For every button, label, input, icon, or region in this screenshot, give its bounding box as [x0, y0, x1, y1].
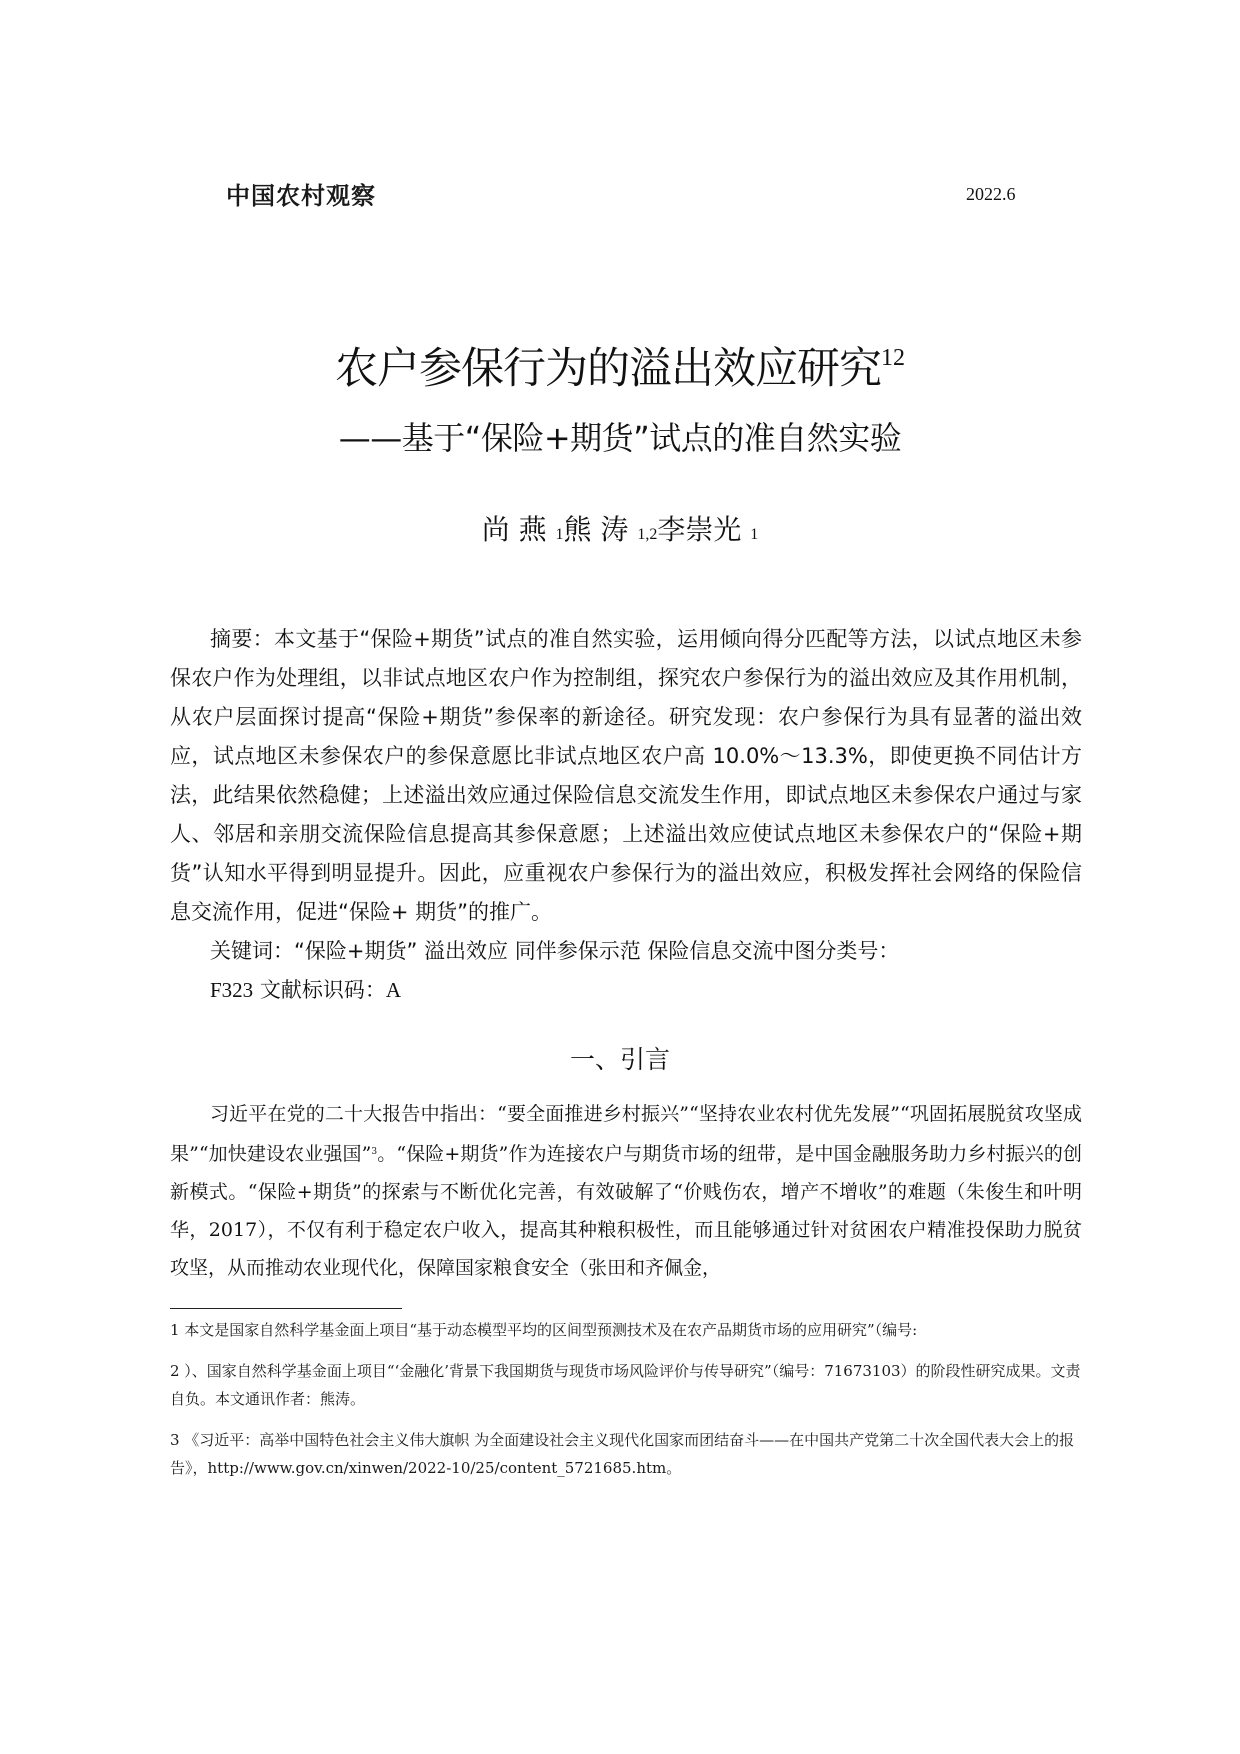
classification-code: F323 [210, 978, 254, 1002]
keywords-text: “保险+期货” 溢出效应 同伴参保示范 保险信息交流中图分类号： [294, 939, 900, 963]
footnote-ref-3[interactable]: 3 [371, 1147, 378, 1157]
author-affiliation: 1,2 [637, 526, 658, 543]
paper-title [0, 335, 1240, 396]
body-text-part1: 习近平在党的二十大报告中指出：“要全面推进乡村振兴”“坚持农业农村优先发展”“巩固拓展脱贫攻坚成果”“加快建设农业强国” [170, 1103, 1082, 1165]
title-footnote-marks: 12 [881, 345, 905, 371]
abstract-block [170, 620, 1082, 1010]
keywords-line [170, 932, 1082, 971]
keywords-label: 关键词： [210, 939, 294, 963]
paper-subtitle: ——基于“保险+期货”试点的准自然实验 [338, 419, 902, 457]
footnote-3: 3 《习近平：高举中国特色社会主义伟大旗帜 为全面建设社会主义现代化国家而团结奋斗——在中国共产党第二十次全国代表大会上的报告》，http://www.gov.cn/xinwen/2022-10/25/content_5721685.htm。 [170, 1431, 1075, 1477]
author-name: 熊 涛 [563, 513, 629, 546]
issue-number: 2022.6 [966, 184, 1016, 204]
doc-code: A [385, 978, 402, 1002]
footnote-divider [170, 1308, 402, 1309]
author-affiliation: 1 [555, 526, 564, 543]
footnote-1: 1 本文是国家自然科学基金面上项目“基于动态模型平均的区间型预测技术及在农产品期货市场的应用研究”（编号: [170, 1321, 918, 1339]
author-name: 尚 燕 [481, 513, 547, 546]
abstract-text: 本文基于“保险+期货”试点的准自然实验，运用倾向得分匹配等方法，以试点地区未参保农户作为处理组，以非试点地区农户作为控制组，探究农户参保行为的溢出效应及其作用机制，从农户层面探讨提高“保险+期货”参保率的新途径。研究发现：农户参保行为具有显著的溢出效应，试点地区未参保农户的参保意愿比非试点地区农户高 10.0%～13.3%，即使更换不同估计方法，此结果依然稳健；上述溢出效应通过保险信息交流发生作用，即试点地区未参保农户通过与家人、邻居和亲朋交流保险信息提高其参保意愿；上述溢出效应使试点地区未参保农户的“保险+期货”认知水平得到明显提升。因此，应重视农户参保行为的溢出效应，积极发挥社会网络的保险信息交流作用，促进“保险+ 期货”的推广。 [170, 627, 1082, 924]
journal-name: 中国农村观察 [226, 182, 376, 210]
author-affiliation: 1 [750, 526, 759, 543]
author-name: 李崇光 [657, 513, 742, 546]
doc-code-label: 文献标识码： [259, 978, 386, 1002]
paper-title-text: 农户参保行为的溢出效应研究 [335, 344, 881, 394]
body-text-part2: 。“保险+期货”作为连接农户与期货市场的纽带，是中国金融服务助力乡村振兴的创新模式。“保险+期货”的探索与不断优化完善，有效破解了“价贱伤农，增产不增收”的难题（朱俊生和叶明华，2017），不仅有利于稳定农户收入，提高其种粮积极性，而且能够通过针对贫困农户精准投保助力脱贫攻坚，从而推动农业现代化，保障国家粮食安全（张田和齐佩金， [170, 1143, 1082, 1279]
abstract-paragraph [170, 620, 1082, 932]
section-heading: 一、引言 [569, 1045, 670, 1074]
author-list [0, 508, 1240, 548]
body-paragraph [170, 1095, 1082, 1287]
classification-line [170, 971, 1082, 1010]
footnotes-block [170, 1316, 1082, 1495]
footnote-2: 2 ）、国家自然科学基金面上项目“‘金融化’背景下我国期货与现货市场风险评价与传导研究”（编号：71673103）的阶段性研究成果。文责自负。本文通讯作者：熊涛。 [170, 1362, 1081, 1408]
abstract-label: 摘要： [210, 627, 274, 651]
